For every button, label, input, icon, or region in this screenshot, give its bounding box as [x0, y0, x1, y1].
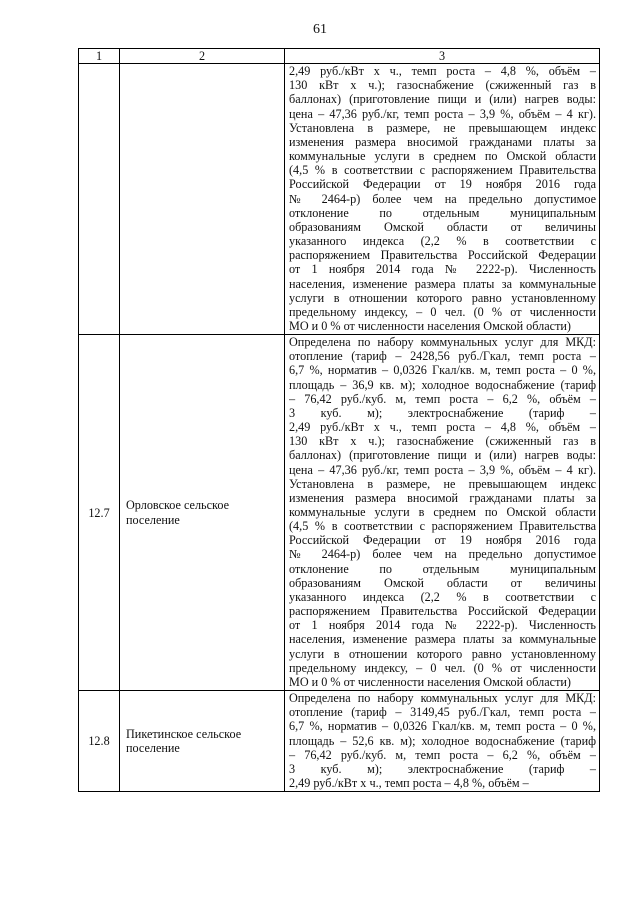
column-header-1: 1 — [79, 49, 120, 64]
text-line: 2,49 руб./кВт х ч., темп роста – 4,8 %, объём – — [289, 420, 596, 435]
text-line: 3 куб. м); электроснабжение (тариф – — [289, 761, 596, 776]
text-line: 6,7 %, норматив – 0,0326 Гкал/кв. м, темп роста – 0 %, — [289, 363, 596, 378]
table-row — [79, 64, 600, 335]
text-line: указанного индекса (2,2 % в соответствии с — [289, 589, 596, 604]
text-line: МО и 0 % от численности населения Омской области) — [289, 674, 571, 689]
text-line: услуги в отношении которого равно установленному — [289, 290, 596, 305]
text-line: 130 кВт х ч.); газоснабжение (сжиженный газ в — [289, 78, 596, 93]
text-line: Установлена в размере, не превышающем индекс — [289, 120, 596, 135]
text-line: предельному индексу, – 0 чел. (0 % от численности — [289, 660, 596, 675]
text-line: от 1 ноября 2014 года № 2222-р). Численность — [289, 618, 596, 633]
tariff-table — [78, 48, 600, 792]
text-line: отопление (тариф – 3149,45 руб./Гкал, темп роста – — [289, 705, 596, 720]
text-line: населения, изменение размера платы за коммунальные — [289, 632, 596, 647]
text-line: цена – 47,36 руб./кг, темп роста – 3,9 %, объём – 4 кг). — [289, 462, 596, 477]
text-line: № 2464-р) более чем на предельно допустимое — [289, 191, 596, 206]
text-line: изменения размера вносимой гражданами платы за — [289, 490, 596, 505]
text-line: 2,49 руб./кВт х ч., темп роста – 4,8 %, объём – — [289, 775, 529, 790]
text-line: коммунальные услуги в среднем по Омской области — [289, 505, 596, 519]
text-line: – 76,42 руб./куб. м, темп роста – 6,2 %, объём – — [289, 391, 596, 406]
municipality-name: Орловское сельское поселение — [120, 335, 285, 691]
payment-description — [285, 691, 600, 792]
text-line: населения, изменение размера платы за коммунальные — [289, 276, 596, 291]
row-number — [79, 64, 120, 335]
municipality-name: Пикетинское сельское поселение — [120, 691, 285, 792]
text-line: указанного индекса (2,2 % в соответствии с — [289, 234, 596, 249]
page-number: 61 — [313, 22, 327, 37]
text-line: баллонах) (приготовление пищи и (или) нагрев воды: — [289, 448, 596, 463]
text-line: – 76,42 руб./куб. м, темп роста – 6,2 %, объём – — [289, 747, 596, 762]
text-line: отклонение по отдельным муниципальным — [289, 205, 596, 220]
text-line: образованиям Омской области от величины — [289, 219, 596, 234]
text-line: услуги в отношении которого равно установленному — [289, 646, 596, 661]
column-header-3: 3 — [285, 49, 600, 64]
table-header-row — [79, 49, 600, 64]
text-line: Российской Федерации от 19 ноября 2016 года — [289, 177, 596, 192]
municipality-name — [120, 64, 285, 335]
text-line: № 2464-р) более чем на предельно допустимое — [289, 547, 596, 562]
payment-description — [285, 335, 600, 691]
text-line: Российской Федерации от 19 ноября 2016 года — [289, 533, 596, 548]
text-line: образованиям Омской области от величины — [289, 575, 596, 590]
row-number: 12.8 — [79, 691, 120, 792]
column-header-2: 2 — [120, 49, 285, 64]
text-line: площадь – 36,9 кв. м); холодное водоснабжение (тариф — [289, 377, 596, 392]
text-line: коммунальные услуги в среднем по Омской области — [289, 149, 596, 164]
text-line: площадь – 52,6 кв. м); холодное водоснабжение (тариф — [289, 733, 596, 748]
text-line: 130 кВт х ч.); газоснабжение (сжиженный газ в — [289, 434, 596, 449]
text-line: предельному индексу, – 0 чел. (0 % от численности — [289, 304, 596, 319]
text-line: МО и 0 % от численности населения Омской области) — [289, 318, 571, 333]
table-row — [79, 335, 600, 691]
text-line: Определена по набору коммунальных услуг для МКД: — [289, 335, 596, 350]
row-number: 12.7 — [79, 335, 120, 691]
text-line: Определена по набору коммунальных услуг для МКД: — [289, 691, 596, 706]
text-line: цена – 47,36 руб./кг, темп роста – 3,9 %, объём – 4 кг). — [289, 106, 596, 121]
text-line: (4,5 % в соответствии с распоряжением Правительства — [289, 163, 596, 178]
payment-description — [285, 64, 600, 335]
text-line: (4,5 % в соответствии с распоряжением Правительства — [289, 519, 596, 534]
text-line: распоряжением Правительства Российской Федерации — [289, 248, 596, 263]
text-line: Установлена в размере, не превышающем индекс — [289, 476, 596, 491]
text-line: 2,49 руб./кВт х ч., темп роста – 4,8 %, объём – — [289, 64, 596, 79]
text-line: баллонах) (приготовление пищи и (или) нагрев воды: — [289, 92, 596, 107]
text-line: 3 куб. м); электроснабжение (тариф – — [289, 405, 596, 420]
text-line: распоряжением Правительства Российской Федерации — [289, 604, 596, 619]
text-line: изменения размера вносимой гражданами платы за — [289, 134, 596, 149]
text-line: отклонение по отдельным муниципальным — [289, 561, 596, 576]
table-row — [79, 691, 600, 792]
text-line: от 1 ноября 2014 года № 2222-р). Численность — [289, 262, 596, 277]
text-line: 6,7 %, норматив – 0,0326 Гкал/кв. м, темп роста – 0 %, — [289, 719, 596, 734]
text-line: отопление (тариф – 2428,56 руб./Гкал, темп роста – — [289, 349, 596, 364]
